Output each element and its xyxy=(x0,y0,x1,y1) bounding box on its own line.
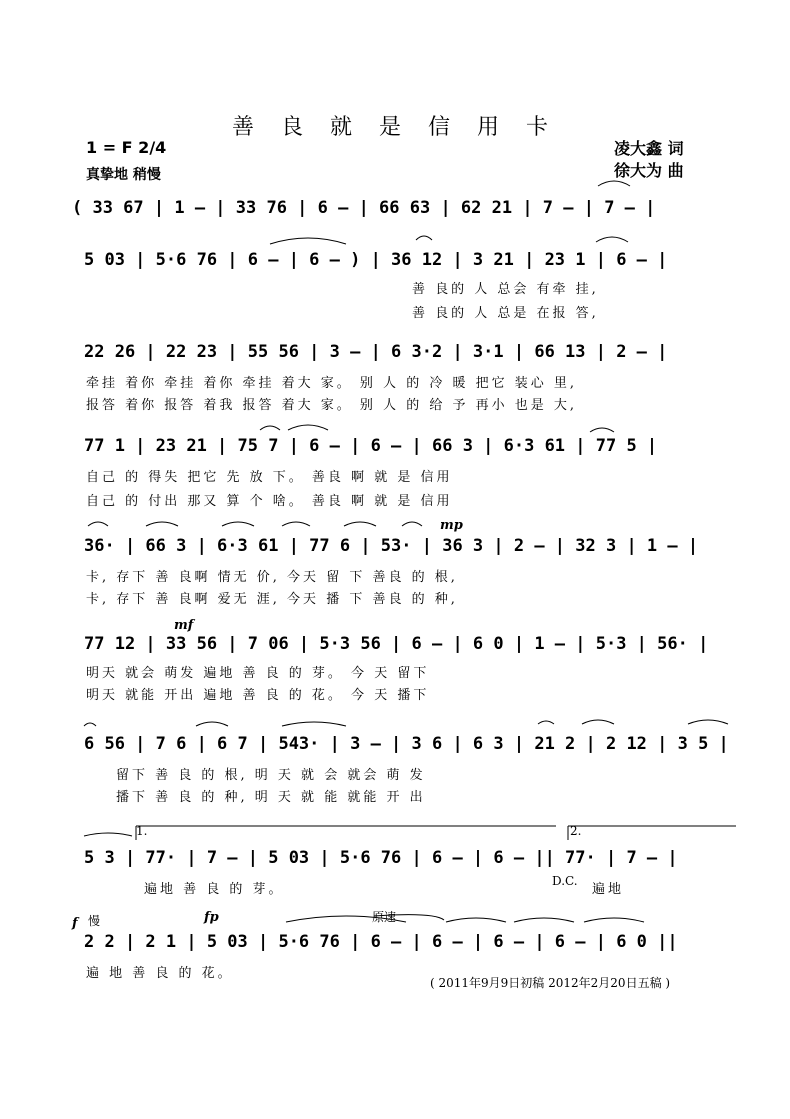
lyric-verse-1: 牵挂 着你 牵挂 着你 牵挂 着大 家。 别 人 的 冷 暖 把它 装心 里, xyxy=(86,376,577,391)
notation-line: 2 2 | 2 1 | 5 03 | 5·6 76 | 6 – | 6 – | 6 – | 6 – | 6 0 || xyxy=(84,932,678,952)
notation-line: 77 12 | 33 56 | 7 06 | 5·3 56 | 6 – | 6 0 | 1 – | 5·3 | 56· | xyxy=(84,634,709,654)
composer-credit: 徐大为 曲 xyxy=(614,161,684,180)
lyric-verse-2: 善 良的 人 总是 在报 答, xyxy=(412,306,599,321)
notation-line: 5 03 | 5·6 76 | 6 – | 6 – ) | 36 12 | 3 21 | 23 1 | 6 – | xyxy=(84,250,668,270)
dynamic-fp: fp xyxy=(204,910,219,925)
lyric-verse-2: 明天 就能 开出 遍地 善 良 的 花。 今 天 播下 xyxy=(86,688,430,703)
song-title: 善 良 就 是 信 用 卡 xyxy=(232,115,558,140)
lyric-verse-2: 卡, 存下 善 良啊 爱无 涯, 今天 播 下 善良 的 种, xyxy=(86,592,458,607)
dynamic-f: f xyxy=(72,916,78,931)
tempo-marking: 真挚地 稍慢 xyxy=(86,167,161,183)
lyric-verse-1: 遍 地 善 良 的 花。 xyxy=(86,966,234,981)
lyric-verse-2: 自己 的 付出 那又 算 个 啥。 善良 啊 就 是 信用 xyxy=(86,494,453,509)
lyric-verse-2: 播下 善 良 的 种, 明 天 就 能 就能 开 出 xyxy=(116,790,426,805)
lyric-verse-1: 卡, 存下 善 良啊 情无 价, 今天 留 下 善良 的 根, xyxy=(86,570,458,585)
original-tempo-mark: 原速 xyxy=(372,910,397,924)
lyricist-credit: 凌大鑫 词 xyxy=(614,139,684,158)
key-signature: 1 = F 2/4 xyxy=(86,138,167,157)
notation-line: 77 1 | 23 21 | 75 7 | 6 – | 6 – | 66 3 | 6·3 61 | 77 5 | xyxy=(84,436,658,456)
volta-2-label: 2. xyxy=(570,824,582,838)
volta-1-label: 1. xyxy=(136,824,148,838)
tempo-slow-mark: 慢 xyxy=(88,914,101,928)
dynamic-mp: mp xyxy=(440,518,463,533)
da-capo-lyric: 遍地 xyxy=(592,882,625,897)
lyric-verse-1: 善 良的 人 总会 有牵 挂, xyxy=(412,282,599,297)
lyric-verse-1: 明天 就会 萌发 遍地 善 良 的 芽。 今 天 留下 xyxy=(86,666,430,681)
notation-line: ( 33 67 | 1 – | 33 76 | 6 – | 66 63 | 62 21 | 7 – | 7 – | xyxy=(72,198,656,218)
notation-line: 6 56 | 7 6 | 6 7 | 543· | 3 – | 3 6 | 6 3 | 21 2 | 2 12 | 3 5 | xyxy=(84,734,729,754)
lyric-verse-1: 遍地 善 良 的 芽。 xyxy=(144,882,285,897)
dynamic-mf: mf xyxy=(174,618,194,633)
lyric-verse-1: 自己 的 得失 把它 先 放 下。 善良 啊 就 是 信用 xyxy=(86,470,453,485)
da-capo-mark: D.C. xyxy=(552,874,578,888)
notation-line: 5 3 | 77· | 7 – | 5 03 | 5·6 76 | 6 – | 6 – || 77· | 7 – | xyxy=(84,848,678,868)
revision-footnote: ( 2011年9月9日初稿 2012年2月20日五稿 ) xyxy=(430,976,671,990)
lyric-verse-1: 留下 善 良 的 根, 明 天 就 会 就会 萌 发 xyxy=(116,768,426,783)
notation-line: 22 26 | 22 23 | 55 56 | 3 – | 6 3·2 | 3·1 | 66 13 | 2 – | xyxy=(84,342,668,362)
lyric-verse-2: 报答 着你 报答 着我 报答 着大 家。 别 人 的 给 予 再小 也是 大, xyxy=(86,398,577,413)
notation-line: 36· | 66 3 | 6·3 61 | 77 6 | 53· | 36 3 | 2 – | 32 3 | 1 – | xyxy=(84,536,699,556)
